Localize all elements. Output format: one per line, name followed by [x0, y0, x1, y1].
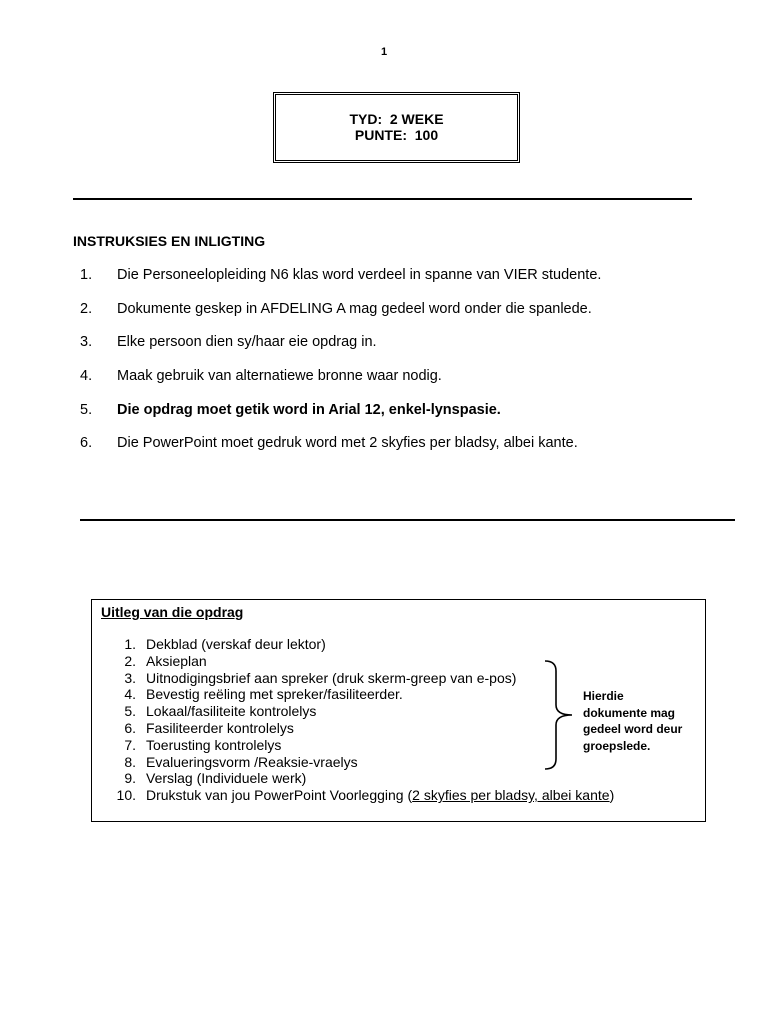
list-item — [92, 653, 705, 670]
instruction-text: Dokumente geskep in AFDELING A mag gedeel word onder die spanlede. — [117, 301, 592, 317]
list-item-number: 3. — [124, 669, 136, 686]
instruction-text: Elke persoon dien sy/haar eie opdrag in. — [117, 334, 377, 350]
instruction-text-emphasized: Die opdrag moet getik word in Arial 12, enkel-lynspasie. — [117, 402, 501, 418]
list-item-number: 4. — [124, 686, 136, 703]
note-line: groepslede. — [583, 738, 651, 753]
shared-documents-note — [583, 688, 682, 754]
list-item-text — [146, 787, 614, 803]
list-item-number: 9. — [124, 770, 136, 787]
list-item-number: 5. — [124, 703, 136, 720]
list-item-text-start: Drukstuk van jou PowerPoint Voorlegging ( — [146, 787, 413, 804]
note-line: gedeel word deur — [583, 722, 683, 736]
instruction-text: Die PowerPoint moet gedruk word met 2 skyfies per bladsy, albei kante. — [117, 435, 578, 451]
instruction-number: 2. — [80, 301, 93, 317]
list-item-text: Lokaal/fasiliteite kontrolelys — [146, 703, 317, 720]
list-item — [92, 754, 705, 771]
page-number: 1 — [380, 46, 388, 58]
instruction-number: 3. — [80, 334, 93, 350]
note-line: dokumente mag — [583, 705, 676, 720]
list-item-text: Uitnodigingsbrief aan spreker (druk skerm-greep van e-pos) — [146, 669, 517, 686]
note-line: Hierdie — [583, 689, 624, 703]
instruction-text: Die Personeelopleiding N6 klas word verdeel in spanne van VIER studente. — [117, 267, 602, 283]
list-item-text: Fasiliteerder kontrolelys — [146, 719, 294, 736]
time-marks-box — [273, 92, 520, 163]
list-item — [92, 787, 705, 804]
list-item — [92, 636, 705, 653]
list-item-text-underlined: 2 skyfies per bladsy, albei kante — [412, 787, 610, 804]
list-item-number: 10. — [116, 787, 136, 804]
list-item-number: 7. — [124, 736, 136, 753]
list-item-text: Evalueringsvorm /Reaksie-vraelys — [146, 753, 358, 770]
instruction-number: 5. — [80, 402, 93, 418]
divider-top — [73, 198, 692, 200]
list-item — [92, 770, 705, 787]
list-item-number: 1. — [124, 636, 136, 652]
list-item-text: Verslag (Individuele werk) — [146, 770, 307, 787]
list-item — [92, 670, 705, 687]
list-item-text: Aksieplan — [146, 652, 207, 669]
assignment-outline-title: Uitleg van die opdrag — [101, 604, 244, 620]
marks-label: PUNTE: 100 — [354, 127, 439, 143]
curly-brace-icon — [540, 655, 580, 775]
time-label: TYD: 2 WEKE — [349, 111, 444, 127]
instruction-text: Maak gebruik van alternatiewe bronne waar nodig. — [117, 368, 442, 384]
list-item-text: Toerusting kontrolelys — [146, 736, 282, 753]
instruction-number: 6. — [80, 435, 93, 451]
list-item-number: 8. — [124, 753, 136, 770]
divider-middle — [80, 519, 735, 521]
list-item-number: 2. — [124, 652, 136, 669]
list-item-number: 6. — [124, 719, 136, 736]
instruction-number: 1. — [80, 267, 93, 283]
instruction-number: 4. — [80, 368, 93, 384]
instructions-heading: INSTRUKSIES EN INLIGTING — [73, 233, 266, 249]
list-item-text: Dekblad (verskaf deur lektor) — [146, 636, 326, 652]
list-item-text: Bevestig reëling met spreker/fasiliteerder. — [146, 686, 403, 703]
list-item-text-end: ) — [609, 787, 615, 804]
